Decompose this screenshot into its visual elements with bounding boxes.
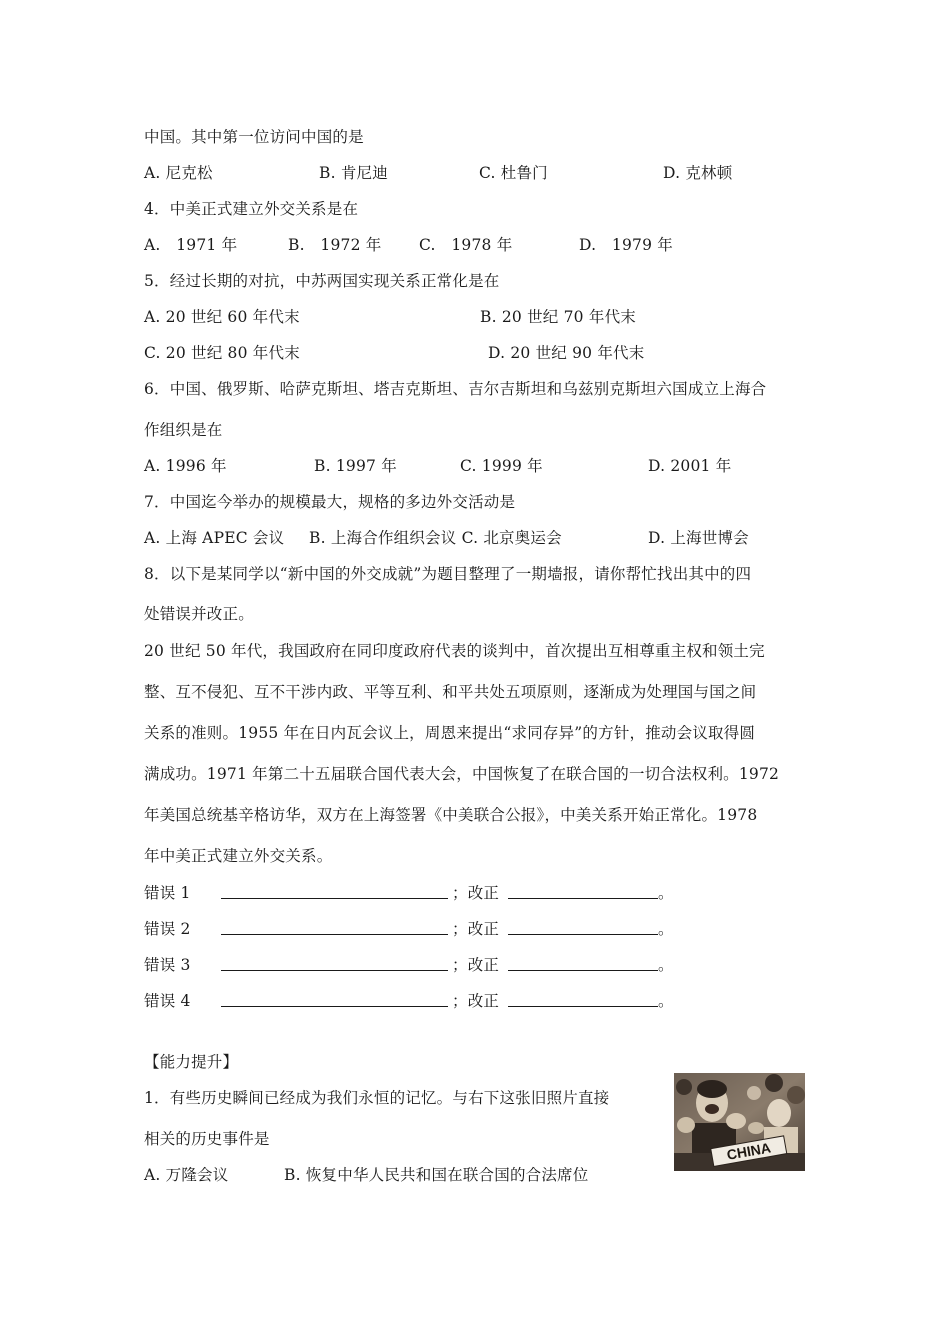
option-c: C. 杜鲁门	[479, 164, 548, 182]
error-row-4	[144, 991, 844, 1011]
correction-label: ；改正	[452, 884, 500, 902]
option-a: A. 20 世纪 60 年代末	[144, 308, 300, 326]
question-5: 5．经过长期的对抗，中苏两国实现关系正常化是在	[144, 272, 500, 290]
option-a: A. 1971 年	[144, 236, 238, 254]
option-d: D. 上海世博会	[648, 529, 749, 547]
wallpaper-text-line: 关系的准则。1955 年在日内瓦会议上，周恩来提出“求同存异”的方针，推动会议取得圆	[144, 724, 756, 742]
q7-options	[144, 528, 844, 548]
option-c: C. 20 世纪 80 年代末	[144, 344, 300, 362]
q3-options	[144, 163, 844, 183]
option-c: C. 1999 年	[460, 457, 543, 475]
option-b: B. 肯尼迪	[319, 164, 388, 182]
option-a: A. 尼克松	[144, 164, 213, 182]
ability-q1-options	[144, 1165, 664, 1185]
option-b-c: B. 上海合作组织会议 C. 北京奥运会	[309, 529, 562, 547]
error-row-2	[144, 919, 844, 939]
wallpaper-text-line: 20 世纪 50 年代，我国政府在同印度政府代表的谈判中，首次提出互相尊重主权和领土完	[144, 642, 765, 660]
option-b: B. 1972 年	[288, 236, 382, 254]
correction-label: ；改正	[452, 956, 500, 974]
wallpaper-text-line: 年中美正式建立外交关系。	[144, 847, 333, 865]
china-nameplate: CHINA	[725, 1139, 772, 1163]
option-b: B. 1997 年	[314, 457, 397, 475]
question-8: 8．以下是某同学以“新中国的外交成就”为题目整理了一期墙报，请你帮忙找出其中的四	[144, 565, 752, 583]
ability-question-1: 1．有些历史瞬间已经成为我们永恒的记忆。与右下这张旧照片直接	[144, 1089, 610, 1107]
period: 。	[658, 992, 674, 1010]
ability-question-1-cont: 相关的历史事件是	[144, 1130, 270, 1148]
question-7: 7．中国迄今举办的规模最大，规格的多边外交活动是	[144, 493, 516, 511]
period: 。	[658, 956, 674, 974]
error-label: 错误 4	[144, 992, 191, 1010]
error-blank[interactable]	[221, 955, 448, 971]
question-6-cont: 作组织是在	[144, 421, 223, 439]
correction-blank[interactable]	[508, 883, 658, 899]
error-row-1	[144, 883, 844, 903]
error-label: 错误 1	[144, 884, 191, 902]
q4-options	[144, 235, 844, 255]
text-line: 中国。其中第一位访问中国的是	[144, 128, 364, 146]
question-8-cont: 处错误并改正。	[144, 605, 254, 623]
error-blank[interactable]	[221, 991, 448, 1007]
correction-blank[interactable]	[508, 991, 658, 1007]
correction-label: ；改正	[452, 992, 500, 1010]
q5-options-row1	[144, 307, 844, 327]
option-a: A. 1996 年	[144, 457, 227, 475]
error-blank[interactable]	[221, 919, 448, 935]
question-6: 6．中国、俄罗斯、哈萨克斯坦、塔吉克斯坦、吉尔吉斯坦和乌兹别克斯坦六国成立上海合	[144, 380, 767, 398]
error-label: 错误 2	[144, 920, 191, 938]
option-c: C. 1978 年	[419, 236, 513, 254]
option-d: D. 克林顿	[663, 164, 733, 182]
option-a: A. 万隆会议	[144, 1166, 229, 1184]
error-row-3	[144, 955, 844, 975]
q5-options-row2	[144, 343, 844, 363]
error-label: 错误 3	[144, 956, 191, 974]
option-d: D. 1979 年	[579, 236, 673, 254]
error-blank[interactable]	[221, 883, 448, 899]
correction-blank[interactable]	[508, 919, 658, 935]
option-a: A. 上海 APEC 会议	[144, 529, 285, 547]
correction-label: ；改正	[452, 920, 500, 938]
period: 。	[658, 920, 674, 938]
q6-options	[144, 456, 844, 476]
historical-photo	[674, 1073, 805, 1171]
wallpaper-text-line: 年美国总统基辛格访华，双方在上海签署《中美联合公报》，中美关系开始正常化。1978	[144, 806, 758, 824]
option-b: B. 20 世纪 70 年代末	[480, 308, 636, 326]
correction-blank[interactable]	[508, 955, 658, 971]
section-heading: 【能力提升】	[144, 1053, 239, 1071]
wallpaper-text-line: 整、互不侵犯、互不干涉内政、平等互利、和平共处五项原则，逐渐成为处理国与国之间	[144, 683, 757, 701]
question-4: 4．中美正式建立外交关系是在	[144, 200, 359, 218]
option-d: D. 2001 年	[648, 457, 732, 475]
period: 。	[658, 884, 674, 902]
wallpaper-text-line: 满成功。1971 年第二十五届联合国代表大会，中国恢复了在联合国的一切合法权利。1972	[144, 765, 780, 783]
option-d: D. 20 世纪 90 年代末	[488, 344, 645, 362]
option-b: B. 恢复中华人民共和国在联合国的合法席位	[284, 1166, 589, 1184]
